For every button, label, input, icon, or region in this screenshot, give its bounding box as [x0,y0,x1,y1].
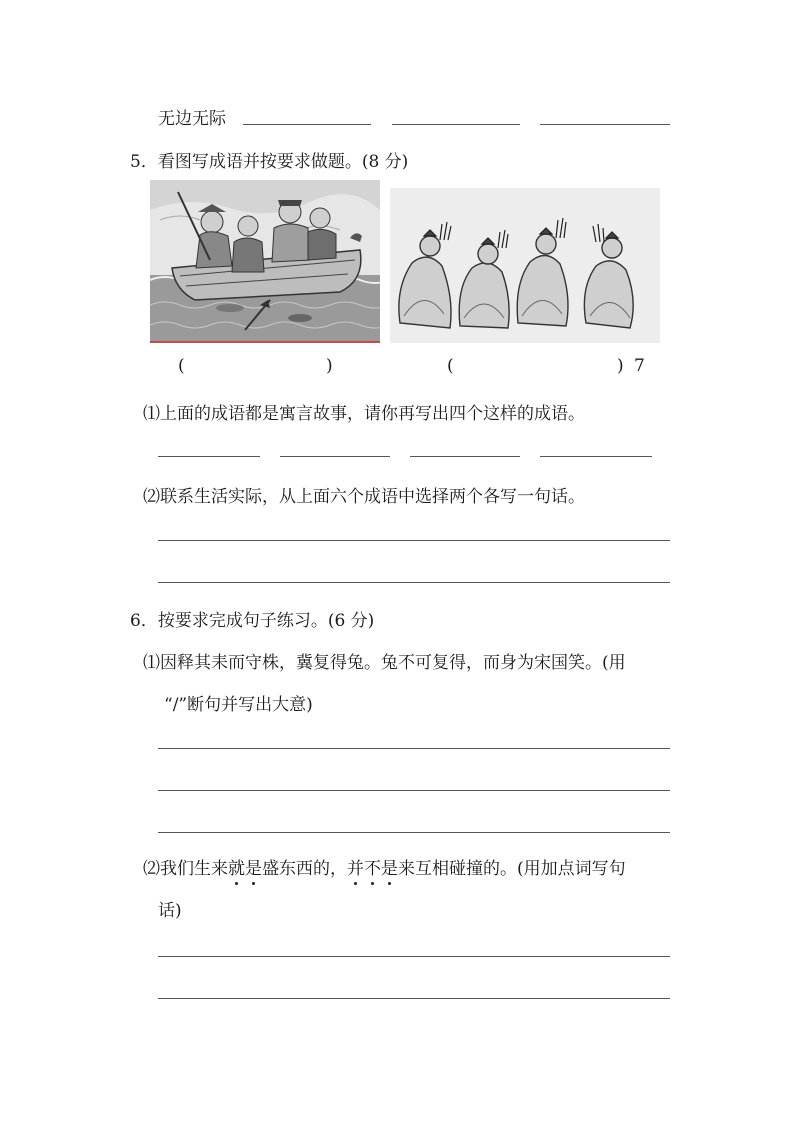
answer-blank[interactable] [410,456,520,457]
pic2-trailing-mark: 7 [634,356,645,376]
q6-sub2-text: ⑵我们生来 [143,859,228,879]
dotted-char: 是 [381,854,398,879]
answer-line[interactable] [158,748,670,749]
answer-blank[interactable] [243,124,371,125]
pic2-paren-open: ( [447,356,454,376]
answer-line[interactable] [158,832,670,833]
question-5-title: 5．看图写成语并按要求做题。(8 分) [130,152,409,172]
q6-sub2-text: 盛东西的， [262,859,347,879]
q5-sub2: ⑵联系生活实际，从上面六个成语中选择两个各写一句话。 [143,487,585,507]
pic2-paren-close: ) [617,356,624,376]
answer-blank[interactable] [540,124,670,125]
idiom-wubianwuji: 无边无际 [158,109,226,129]
q6-sub2-line1 [143,854,626,879]
pic1-paren-close: ) [326,356,333,376]
dotted-char: 就 [228,854,245,879]
q6-sub1-line1: ⑴因释其耒而守株，冀复得兔。兔不可复得，而身为宋国笑。(用 [143,653,626,673]
dotted-char: 并 [347,854,364,879]
answer-blank[interactable] [392,124,520,125]
question-6-title: 6．按要求完成句子练习。(6 分) [130,611,375,631]
q6-sub2-text: 来互相碰撞的。(用加点词写句 [398,859,626,879]
dotted-char: 是 [245,854,262,879]
dotted-char: 不 [364,854,381,879]
q5-sub1: ⑴上面的成语都是寓言故事，请你再写出四个这样的成语。 [143,404,585,424]
musicians-illustration [390,188,660,343]
pic2-answer-space[interactable] [462,356,612,376]
answer-line[interactable] [158,790,670,791]
q6-sub2-line2: 话) [158,901,182,921]
answer-blank[interactable] [280,456,390,457]
pic1-answer-space[interactable] [192,356,322,376]
pic1-paren-open: ( [178,356,185,376]
q6-sub1-line2: “/”断句并写出大意) [164,695,313,715]
answer-line[interactable] [158,540,670,541]
answer-line[interactable] [158,956,670,957]
answer-blank[interactable] [540,456,652,457]
answer-line[interactable] [158,998,670,999]
boat-illustration [150,180,380,343]
answer-blank[interactable] [158,456,260,457]
answer-line[interactable] [158,582,670,583]
